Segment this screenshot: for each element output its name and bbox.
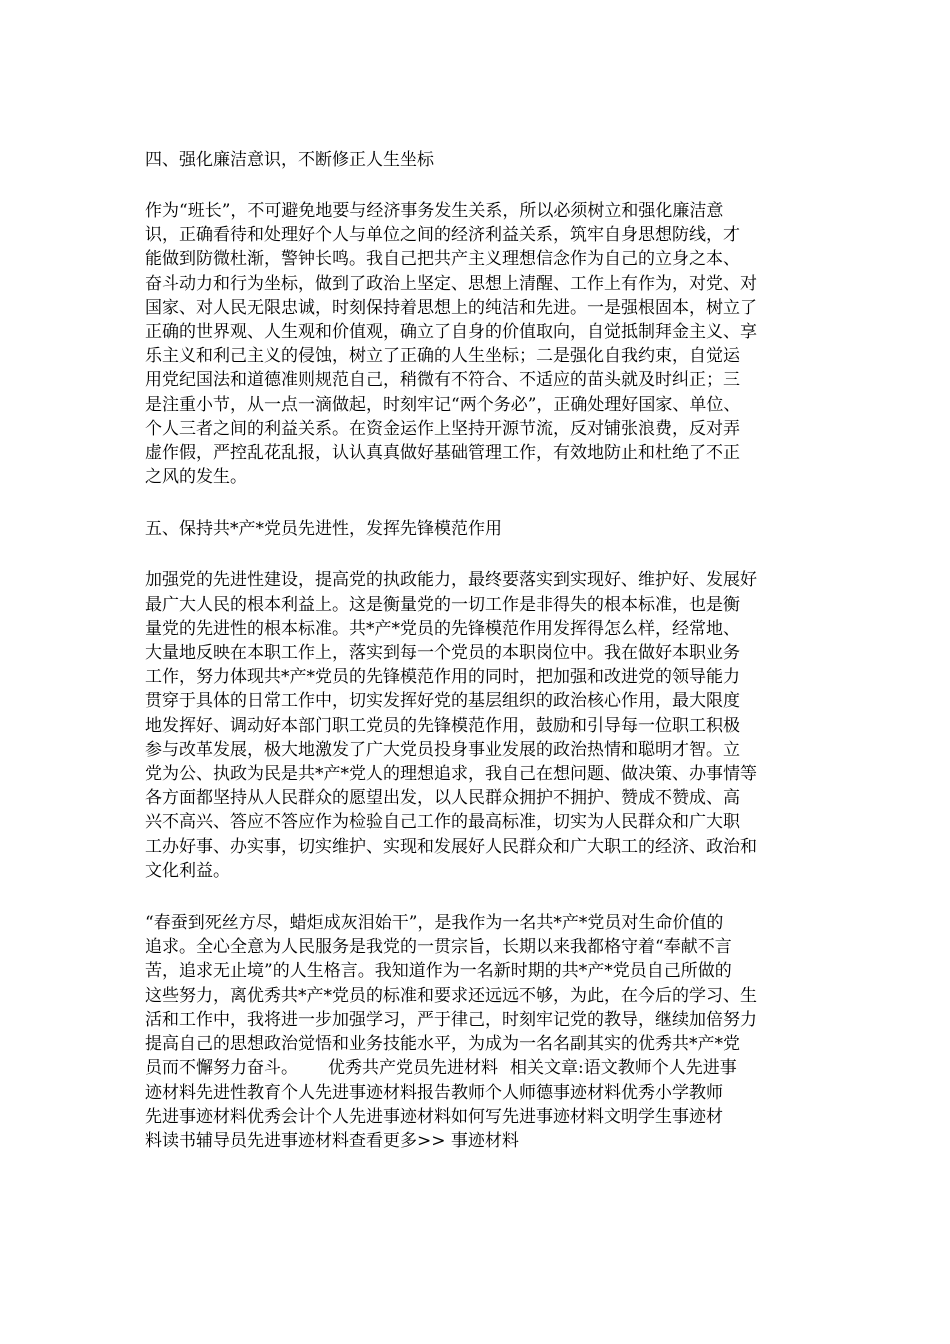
text-line: 乐主义和利己主义的侵蚀，树立了正确的人生坐标；二是强化自我约束，自觉运 bbox=[145, 346, 740, 367]
text-line: 能做到防微杜渐，警钟长鸣。我自己把共产主义理想信念作为自己的立身之本、 bbox=[145, 249, 740, 270]
text-line: 最广大人民的根本利益上。这是衡量党的一切工作是非得失的根本标准，也是衡 bbox=[145, 594, 740, 615]
text-line: 虚作假，严控乱花乱报，认认真真做好基础管理工作，有效地防止和杜绝了不正 bbox=[145, 443, 740, 464]
text-line: 个人三者之间的利益关系。在资金运作上坚持开源节流，反对铺张浪费，反对弄 bbox=[145, 418, 740, 439]
text-line: 用党纪国法和道德准则规范自己，稍微有不符合、不适应的苗头就及时纠正；三 bbox=[145, 370, 740, 391]
text-line: 追求。全心全意为人民服务是我党的一贯宗旨，长期以来我都格守着“奉献不言 bbox=[145, 937, 732, 958]
text-line: 贯穿于具体的日常工作中，切实发挥好党的基层组织的政治核心作用，最大限度 bbox=[145, 691, 740, 712]
text-line: 是注重小节，从一点一滴做起，时刻牢记“两个务必”，正确处理好国家、单位、 bbox=[145, 394, 741, 415]
related-title: 优秀共产党员先进材料 bbox=[328, 1058, 498, 1079]
text-line: 苦，追求无止境”的人生格言。我知道作为一名新时期的共*产*党员自己所做的 bbox=[145, 961, 732, 982]
text-line: 正确的世界观、人生观和价值观，确立了自身的价值取向，自觉抵制拜金主义、享 bbox=[145, 322, 757, 343]
closing-paragraph bbox=[145, 911, 810, 1153]
document-page bbox=[145, 148, 810, 1181]
text-line: 这些努力，离优秀共*产*党员的标准和要求还远远不够，为此，在今后的学习、生 bbox=[145, 985, 757, 1006]
related-prefix: 相关文章:语文教师个人先进事 bbox=[510, 1058, 737, 1079]
section-5-paragraph bbox=[145, 568, 810, 883]
text-line: 提高自己的思想政治觉悟和业务技能水平，为成为一名名副其实的优秀共*产*党 bbox=[145, 1034, 740, 1055]
text-line: 党为公、执政为民是共*产*党人的理想追求，我自己在想问题、做决策、办事情等 bbox=[145, 764, 757, 785]
text-line-with-related bbox=[145, 1056, 810, 1080]
text-line: 文化利益。 bbox=[145, 860, 230, 881]
related-articles-line: 迹材料先进性教育个人先进事迹材料报告教师个人师德事迹材料优秀小学教师 bbox=[145, 1082, 723, 1103]
text-line: 参与改革发展，极大地激发了广大党员投身事业发展的政治热情和聪明才智。立 bbox=[145, 739, 740, 760]
text-line: 奋斗动力和行为坐标，做到了政治上坚定、思想上清醒、工作上有作为，对党、对 bbox=[145, 273, 757, 294]
text-line: 各方面都坚持从人民群众的愿望出发，以人民群众拥护不拥护、赞成不赞成、高 bbox=[145, 788, 740, 809]
text-line: 工作，努力体现共*产*党员的先锋模范作用的同时，把加强和改进党的领导能力 bbox=[145, 667, 740, 688]
text-line: 工办好事、办实事，切实维护、实现和发展好人民群众和广大职工的经济、政治和 bbox=[145, 836, 757, 857]
section-heading-5: 五、保持共*产*党员先进性，发挥先锋模范作用 bbox=[145, 519, 502, 540]
text-line: 之风的发生。 bbox=[145, 467, 247, 488]
related-articles-line: 先进事迹材料优秀会计个人先进事迹材料如何写先进事迹材料文明学生事迹材 bbox=[145, 1106, 723, 1127]
text-line: 地发挥好、调动好本部门职工党员的先锋模范作用，鼓励和引导每一位职工积极 bbox=[145, 715, 740, 736]
related-articles-line: 料读书辅导员先进事迹材料查看更多>> 事迹材料 bbox=[145, 1130, 519, 1151]
closing-last-text: 员而不懈努力奋斗。 bbox=[145, 1058, 298, 1079]
text-line: 识，正确看待和处理好个人与单位之间的经济利益关系，筑牢自身思想防线，才 bbox=[145, 225, 740, 246]
text-line: 活和工作中，我将进一步加强学习，严于律己，时刻牢记党的教导，继续加倍努力 bbox=[145, 1009, 757, 1030]
text-line: 兴不高兴、答应不答应作为检验自己工作的最高标准，切实为人民群众和广大职 bbox=[145, 812, 740, 833]
section-4-paragraph bbox=[145, 199, 810, 489]
text-line: 作为“班长”，不可避免地要与经济事务发生关系，所以必须树立和强化廉洁意 bbox=[145, 201, 724, 221]
text-line: 国家、对人民无限忠诚，时刻保持着思想上的纯洁和先进。一是强根固本，树立了 bbox=[145, 297, 757, 318]
text-line: 量党的先进性的根本标准。共*产*党员的先锋模范作用发挥得怎么样，经常地、 bbox=[145, 618, 740, 639]
text-line: “春蚕到死丝方尽，蜡炬成灰泪始干”，是我作为一名共*产*党员对生命价值的 bbox=[145, 913, 724, 934]
section-heading-4: 四、强化廉洁意识，不断修正人生坐标 bbox=[145, 150, 434, 170]
text-line: 大量地反映在本职工作上，落实到每一个党员的本职岗位中。我在做好本职业务 bbox=[145, 643, 740, 664]
text-line: 加强党的先进性建设，提高党的执政能力，最终要落实到实现好、维护好、发展好 bbox=[145, 570, 757, 591]
